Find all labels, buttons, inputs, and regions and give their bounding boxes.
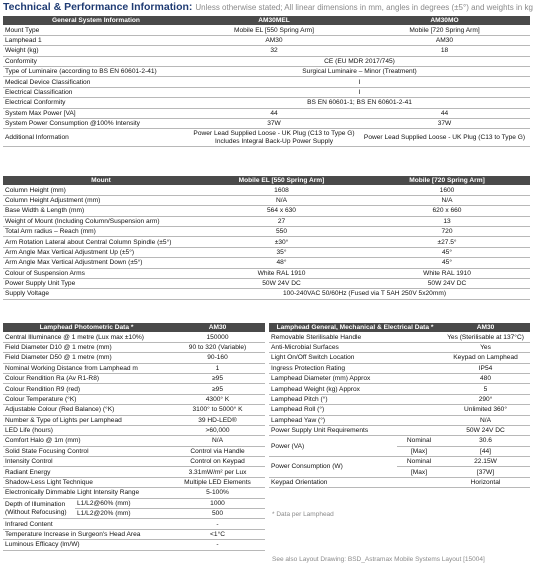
table-row [3, 35, 530, 45]
table-row [3, 87, 530, 97]
table-row [3, 98, 530, 108]
col-header: AM30MO [359, 16, 530, 25]
row-label: Colour Rendition Ra (Av R1-R8) [3, 373, 170, 383]
row-label: Colour Rendition R9 (red) [3, 384, 170, 394]
row-value: ≥95 [170, 384, 265, 394]
page-header [3, 1, 533, 13]
row-value: Horizontal [441, 477, 530, 487]
table-row [269, 477, 530, 487]
row-value: 45° [364, 247, 530, 257]
row-label: Lamphead Weight (kg) Approx [269, 384, 441, 394]
table-row [3, 353, 265, 363]
page-title: Technical & Performance Information: [3, 1, 193, 13]
table-row [3, 488, 265, 498]
table-row [269, 436, 530, 446]
row-label: Column Height Adjustment (mm) [3, 195, 199, 205]
row-label: Adjustable Colour (Red Balance) (°K) [3, 405, 170, 415]
row-value: 5 [441, 384, 530, 394]
row-value: 720 [364, 226, 530, 236]
footnote: * Data per Lamphead [272, 511, 334, 518]
row-sublabel: Nominal [397, 457, 441, 467]
row-value: 1 [170, 363, 265, 373]
row-value: 1600 [364, 185, 530, 195]
row-value: BS EN 60601-1; BS EN 60601-2-41 [189, 98, 530, 108]
col-header: AM30 [170, 323, 265, 332]
row-value: 22.15W [441, 457, 530, 467]
row-value: Surgical Luminaire – Minor (Treatment) [189, 66, 530, 76]
row-label: Lamphead 1 [3, 35, 189, 45]
row-value: 564 x 630 [199, 206, 364, 216]
table-row [3, 66, 530, 76]
row-value: 50W 24V DC [364, 278, 530, 288]
table-row [3, 436, 265, 446]
row-label: Base Width & Length (mm) [3, 206, 199, 216]
table-row [3, 425, 265, 435]
row-value: 50W 24V DC [441, 425, 530, 435]
row-value: IP54 [441, 363, 530, 373]
row-label: Shadow-Less Light Technique [3, 477, 170, 487]
row-value: Keypad on Lamphead [441, 353, 530, 363]
row-value: I [189, 77, 530, 87]
row-label: System Max Power [VA] [3, 108, 189, 118]
table-row [3, 77, 530, 87]
row-value: Power Lead Supplied Loose - UK Plug (C13 to Type G) [359, 129, 530, 147]
table-row [3, 278, 530, 288]
table-row [3, 415, 265, 425]
row-label: Arm Rotation Lateral about Central Column Spindle (±5°) [3, 237, 199, 247]
row-label: Colour Temperature (°K) [3, 394, 170, 404]
row-label: Number & Type of Lights per Lamphead [3, 415, 170, 425]
row-label: Nominal Working Distance from Lamphead m [3, 363, 170, 373]
lamphead-general-table [269, 323, 530, 488]
row-value: 35° [199, 247, 364, 257]
row-value: 50W 24V DC [199, 278, 364, 288]
row-label: Additional Information [3, 129, 189, 147]
row-value: AM30 [359, 35, 530, 45]
row-label: Ingress Protection Rating [269, 363, 441, 373]
row-sublabel: [Max] [397, 467, 441, 477]
table-row [3, 363, 265, 373]
row-label: Power Supply Unit Type [3, 278, 199, 288]
row-value: N/A [170, 436, 265, 446]
row-value: N/A [199, 195, 364, 205]
row-label: Electrical Classification [3, 87, 189, 97]
table-row [3, 446, 265, 456]
row-value: 48° [199, 258, 364, 268]
table-row [3, 237, 530, 247]
col-header: AM30MEL [189, 16, 359, 25]
row-label: Total Arm radius – Reach (mm) [3, 226, 199, 236]
row-label: Anti-Microbial Surfaces [269, 342, 441, 352]
row-label: Power Consumption (W) [269, 457, 397, 478]
col-header: General System Information [3, 16, 189, 25]
row-label: Radiant Energy [3, 467, 170, 477]
row-value: >60,000 [170, 425, 265, 435]
table-row [269, 394, 530, 404]
row-value: 500 [170, 509, 265, 519]
row-value: Power Lead Supplied Loose - UK Plug (C13 to Type G) Includes Integral Back-Up Power Supply [189, 129, 359, 147]
table-row [3, 384, 265, 394]
table-row [3, 195, 530, 205]
table-row [3, 457, 265, 467]
row-value: N/A [441, 415, 530, 425]
row-label: Field Diameter D50 @ 1 metre (mm) [3, 353, 170, 363]
table-row [3, 56, 530, 66]
table-row [3, 268, 530, 278]
table-row [3, 185, 530, 195]
table-row [3, 342, 265, 352]
row-value: 44 [189, 108, 359, 118]
row-label: Electronically Dimmable Light Intensity Range [3, 488, 170, 498]
row-value: 4300° K [170, 394, 265, 404]
table-row [269, 405, 530, 415]
table-row [3, 46, 530, 56]
table-row [269, 342, 530, 352]
row-label: Lamphead Pitch (°) [269, 394, 441, 404]
row-value: Mobile [720 Spring Arm] [359, 25, 530, 35]
row-label: Light On/Off Switch Location [269, 353, 441, 363]
row-value: 37W [359, 118, 530, 128]
row-value: [44] [441, 446, 530, 456]
table-row [3, 405, 265, 415]
table-row [3, 467, 265, 477]
row-label: Depth of Illumination (Without Refocusing) [3, 498, 75, 519]
row-value: Control on Keypad [170, 457, 265, 467]
row-value: Yes [441, 342, 530, 352]
row-value: Mobile EL [550 Spring Arm] [189, 25, 359, 35]
row-value: 37W [189, 118, 359, 128]
col-header: Mobile EL [550 Spring Arm] [199, 176, 364, 185]
row-sublabel: Nominal [397, 436, 441, 446]
row-label: Mount Type [3, 25, 189, 35]
row-label: System Power Consumption @100% Intensity [3, 118, 189, 128]
col-header: Mobile [720 Spring Arm] [364, 176, 530, 185]
col-header: AM30 [441, 323, 530, 332]
row-value: 1000 [170, 498, 265, 508]
row-label: Removable Sterilisable Handle [269, 332, 441, 342]
row-value: 32 [189, 46, 359, 56]
header-note: Unless otherwise stated; All linear dimensions in mm, angles in degrees (±5°) and weights in kg [195, 3, 533, 12]
row-value: 620 x 660 [364, 206, 530, 216]
table-row [269, 425, 530, 435]
table-row [269, 373, 530, 383]
table-row [3, 332, 265, 342]
row-value: CE (EU MDR 2017/745) [189, 56, 530, 66]
row-value: - [170, 540, 265, 550]
table-row [3, 206, 530, 216]
row-value: 3100° to 5000° K [170, 405, 265, 415]
row-label: Arm Angle Max Vertical Adjustment Up (±5°) [3, 247, 199, 257]
row-value: Unlimited 360° [441, 405, 530, 415]
row-value: ≥95 [170, 373, 265, 383]
row-value: 90 to 320 (Variable) [170, 342, 265, 352]
row-value: ±30° [199, 237, 364, 247]
table-row [3, 519, 265, 529]
table-row [269, 457, 530, 467]
row-sublabel: L1/L2@20% (mm) [75, 509, 170, 519]
row-value: 290° [441, 394, 530, 404]
row-value: [37W] [441, 467, 530, 477]
row-value: 480 [441, 373, 530, 383]
row-label: Solid State Focusing Control [3, 446, 170, 456]
row-value: 30.6 [441, 436, 530, 446]
row-label: Keypad Orientation [269, 477, 441, 487]
layout-drawing-note: See also Layout Drawing: BSD_Astramax Mobile Systems Layout [15004] [272, 556, 485, 563]
row-label: Infrared Content [3, 519, 170, 529]
table-row [269, 363, 530, 373]
table-row [269, 384, 530, 394]
row-label: Comfort Halo @ 1m (mm) [3, 436, 170, 446]
row-label: Conformity [3, 56, 189, 66]
row-value: 45° [364, 258, 530, 268]
row-label: Power Supply Unit Requirements [269, 425, 441, 435]
row-value: <1°C [170, 529, 265, 539]
row-label: Power (VA) [269, 436, 397, 457]
table-row [3, 108, 530, 118]
row-label: Weight of Mount (Including Column/Suspension arm) [3, 216, 199, 226]
table-row [269, 353, 530, 363]
row-label: Type of Luminaire (according to BS EN 60601-2-41) [3, 66, 189, 76]
row-sublabel: [Max] [397, 446, 441, 456]
table-row [3, 477, 265, 487]
table-row [3, 540, 265, 550]
row-value: 5-100% [170, 488, 265, 498]
row-label: Lamphead Diameter (mm) Approx [269, 373, 441, 383]
row-label: Lamphead Yaw (°) [269, 415, 441, 425]
row-value: 44 [359, 108, 530, 118]
table-row [3, 118, 530, 128]
row-label: Lamphead Roll (°) [269, 405, 441, 415]
row-label: Intensity Control [3, 457, 170, 467]
row-value: Multiple LED Elements [170, 477, 265, 487]
table-row [3, 226, 530, 236]
row-label: Luminous Efficacy (lm/W) [3, 540, 170, 550]
row-label: Column Height (mm) [3, 185, 199, 195]
row-value: 100-240VAC 50/60Hz (Fused via T 5AH 250V 5x20mm) [199, 289, 530, 299]
table-row [269, 415, 530, 425]
row-label: LED Life (hours) [3, 425, 170, 435]
row-value: 18 [359, 46, 530, 56]
row-label: Electrical Conformity [3, 98, 189, 108]
col-header: Mount [3, 176, 199, 185]
table-row [3, 373, 265, 383]
row-label: Supply Voltage [3, 289, 199, 299]
table-row [3, 258, 530, 268]
row-label: Arm Angle Max Vertical Adjustment Down (±5°) [3, 258, 199, 268]
photometric-table [3, 323, 265, 551]
row-label: Weight (kg) [3, 46, 189, 56]
row-value: 3.31mW/m² per Lux [170, 467, 265, 477]
col-header: Lamphead General, Mechanical & Electrical Data * [269, 323, 441, 332]
table-row [3, 289, 530, 299]
row-sublabel: L1/L2@60% (mm) [75, 498, 170, 508]
row-value: AM30 [189, 35, 359, 45]
general-system-table [3, 16, 530, 147]
row-value: 27 [199, 216, 364, 226]
col-header: Lamphead Photometric Data * [3, 323, 170, 332]
row-value: 90-160 [170, 353, 265, 363]
row-value: 13 [364, 216, 530, 226]
table-row [3, 394, 265, 404]
row-value: 150000 [170, 332, 265, 342]
mount-table [3, 176, 530, 300]
table-row [3, 247, 530, 257]
row-label: Temperature Increase in Surgeon's Head Area [3, 529, 170, 539]
row-value: White RAL 1910 [199, 268, 364, 278]
table-row [3, 25, 530, 35]
table-row [3, 498, 265, 508]
row-label: Medical Device Classification [3, 77, 189, 87]
row-value: Control via Handle [170, 446, 265, 456]
table-row [269, 332, 530, 342]
table-row [3, 529, 265, 539]
row-value: Yes (Sterilisable at 137°C) [441, 332, 530, 342]
table-row [3, 216, 530, 226]
row-value: I [189, 87, 530, 97]
row-value: 550 [199, 226, 364, 236]
row-value: N/A [364, 195, 530, 205]
row-value: 39 HD-LED® [170, 415, 265, 425]
row-value: 1608 [199, 185, 364, 195]
row-value: White RAL 1910 [364, 268, 530, 278]
row-value: - [170, 519, 265, 529]
row-label: Colour of Suspension Arms [3, 268, 199, 278]
table-row [3, 129, 530, 147]
row-label: Central Illuminance @ 1 metre (Lux max ±10%) [3, 332, 170, 342]
row-label: Field Diameter D10 @ 1 metre (mm) [3, 342, 170, 352]
row-value: ±27.5° [364, 237, 530, 247]
